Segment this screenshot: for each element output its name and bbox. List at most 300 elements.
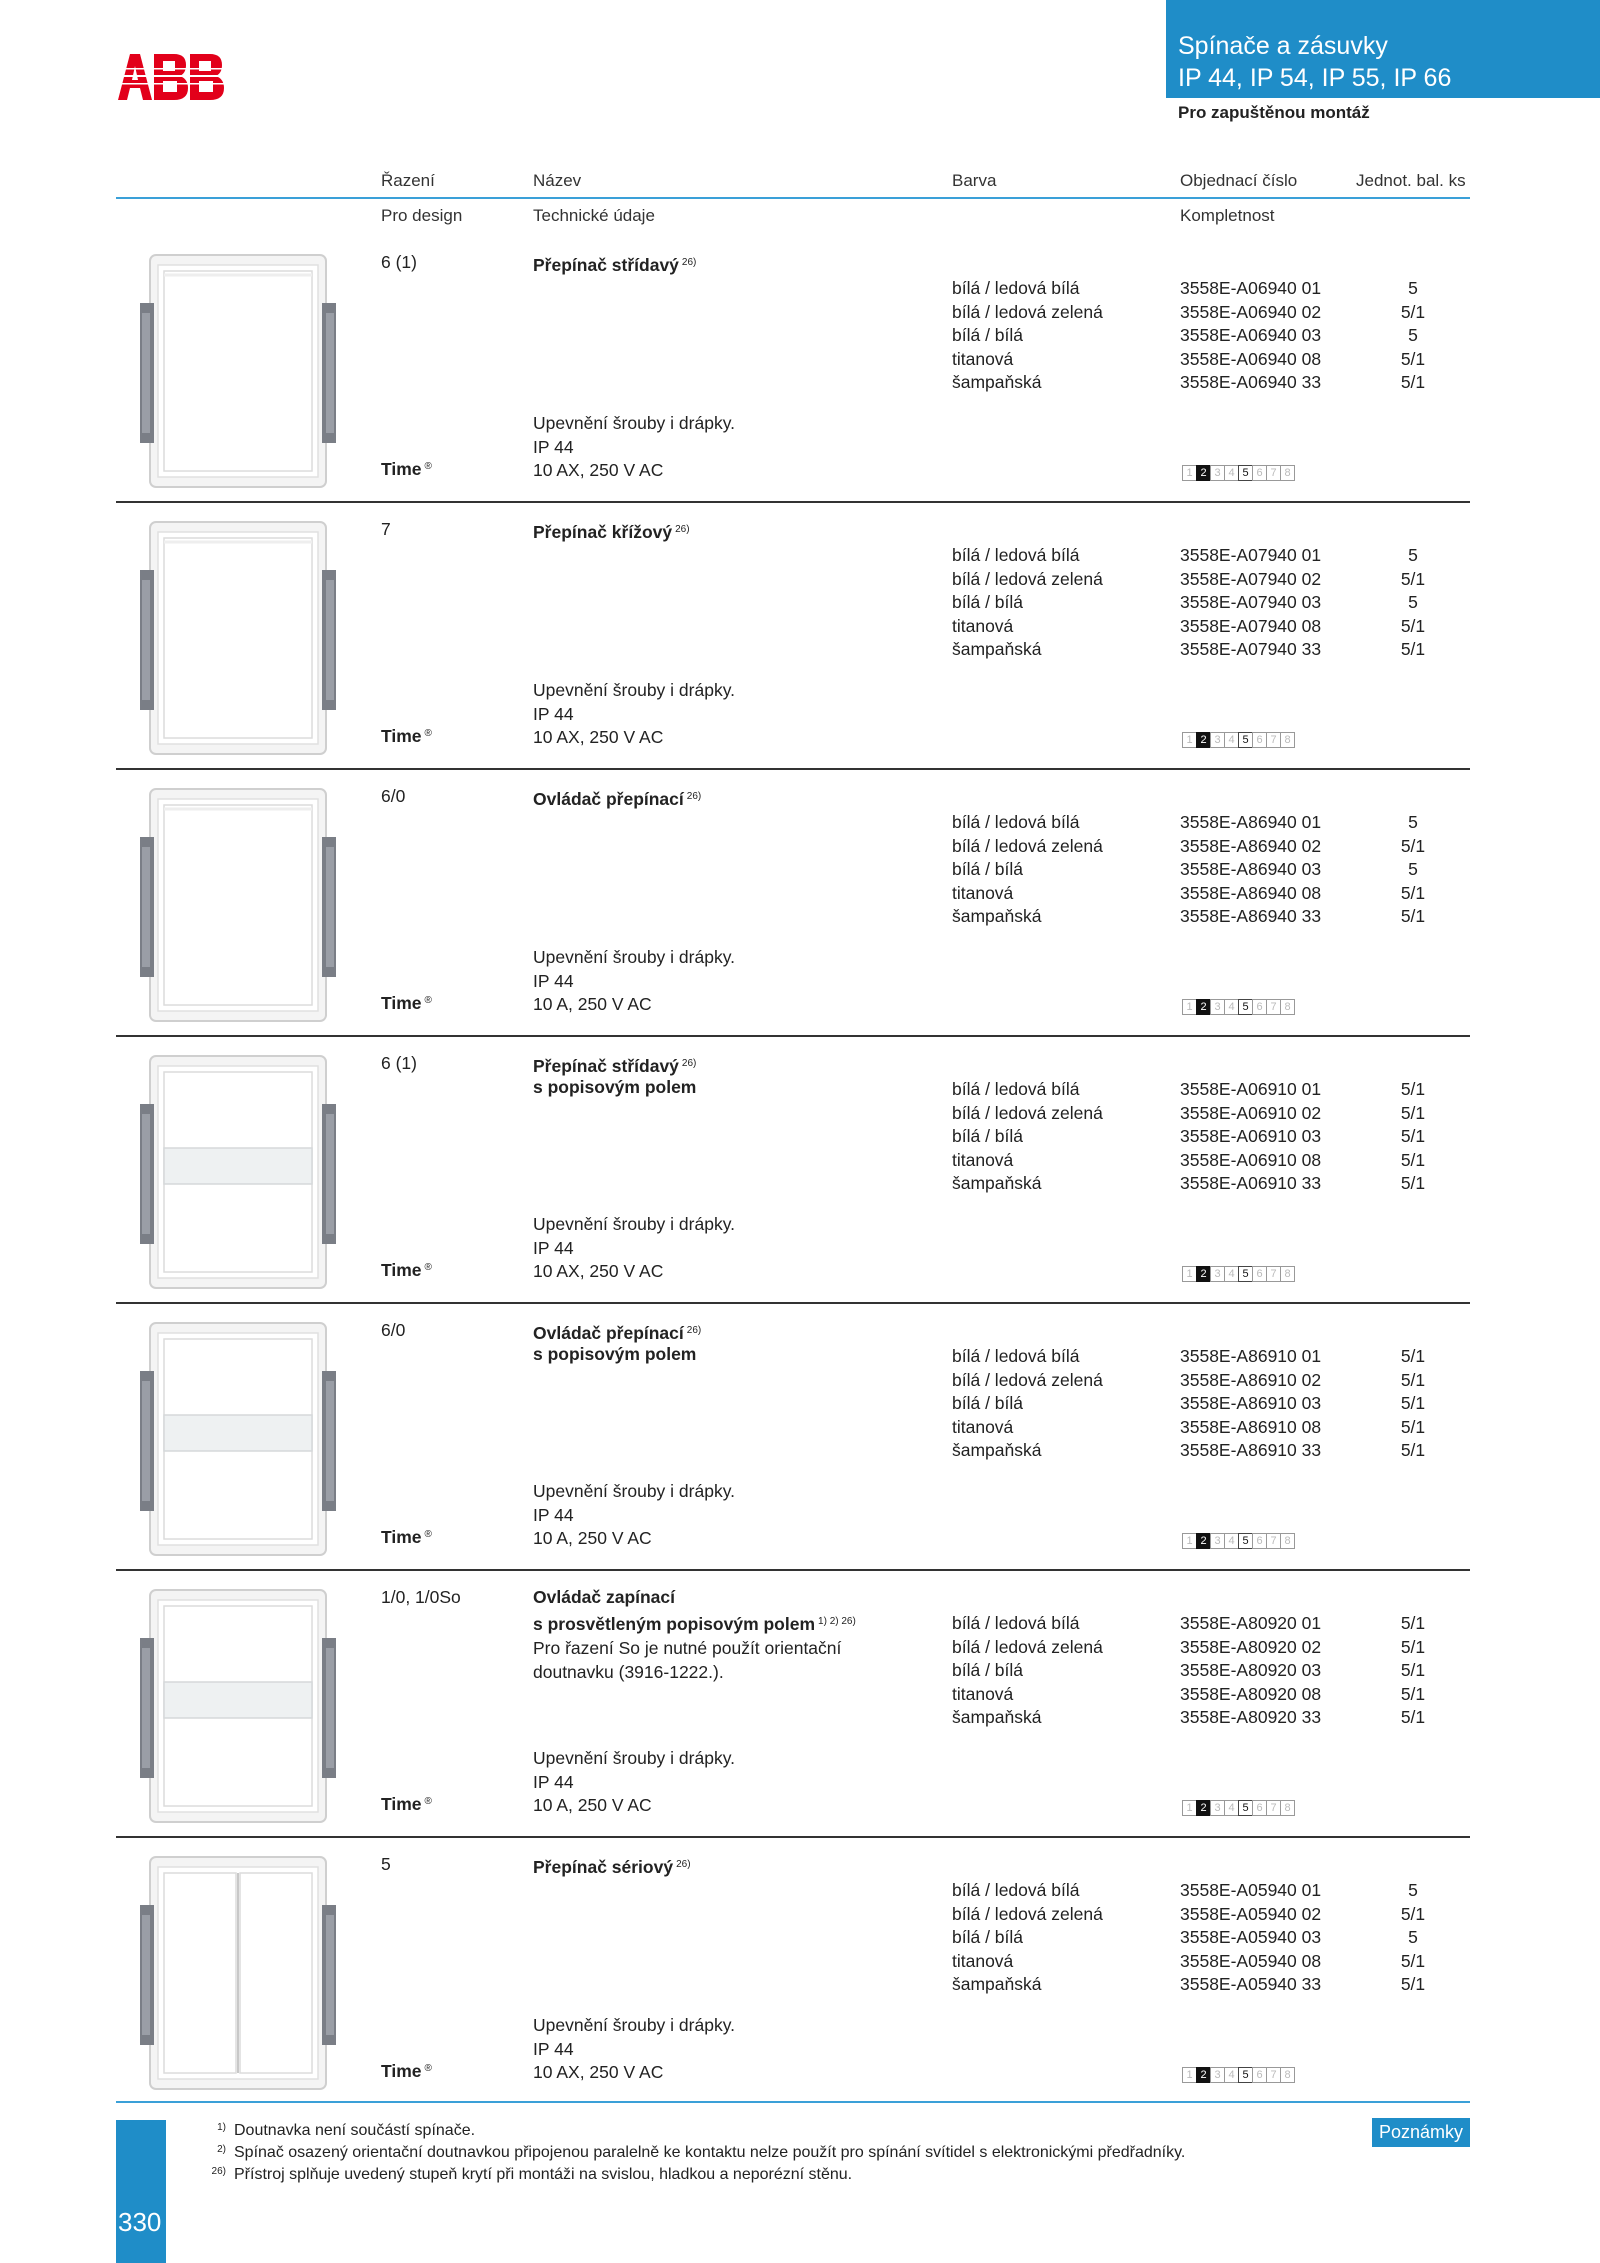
- section-divider: [116, 1836, 1470, 1838]
- variant-order-number: 3558E-A06910 33: [1180, 1173, 1322, 1193]
- footnote-ref: 26): [675, 524, 690, 535]
- completeness-box: 1: [1182, 1800, 1197, 1816]
- footnote-mark: 26): [211, 2166, 226, 2177]
- variant-row: [952, 348, 1502, 372]
- completeness-box: 8: [1280, 1266, 1295, 1282]
- variant-color: titanová: [952, 882, 1014, 903]
- variant-order-number: 3558E-A06940 02: [1180, 301, 1322, 322]
- razeni: 5: [381, 1854, 391, 1874]
- variant-row: [952, 811, 1502, 835]
- completeness-box: 6: [1252, 465, 1267, 481]
- completeness-box: 3: [1210, 465, 1225, 481]
- variant-row: [952, 1903, 1502, 1927]
- variant-row: [952, 1345, 1502, 1369]
- tech-data: [533, 412, 735, 483]
- col-objednaci: Objednací číslo: [1180, 171, 1298, 190]
- variant-order-number: 3558E-A86910 01: [1180, 1346, 1322, 1366]
- tech-rating: 10 A, 250 V AC: [533, 1795, 652, 1815]
- completeness-box: 6: [1252, 1266, 1267, 1282]
- variant-row: [952, 858, 1502, 882]
- completeness-box: 8: [1280, 1533, 1295, 1549]
- completeness-box: 6: [1252, 1533, 1267, 1549]
- product-section: [0, 1038, 1600, 1305]
- design-name: Time: [381, 2061, 422, 2081]
- registered-mark: ®: [424, 1796, 432, 1807]
- variant-color: bílá / bílá: [952, 592, 1024, 612]
- variant-row: [952, 1416, 1502, 1440]
- registered-mark: ®: [424, 995, 432, 1006]
- variant-row: [952, 1659, 1502, 1683]
- design-label: [381, 993, 432, 1014]
- variant-order-number: 3558E-A80920 33: [1180, 1707, 1322, 1727]
- footnote-2: [208, 2140, 1185, 2163]
- product-name: [533, 518, 690, 545]
- product-section: [0, 1839, 1600, 2106]
- registered-mark: ®: [424, 728, 432, 739]
- variant-order-number: 3558E-A07940 01: [1180, 545, 1322, 565]
- variant-row: [952, 835, 1502, 859]
- tech-mounting: Upevnění šrouby i drápky.: [533, 1748, 736, 1768]
- product-name-line1: Ovládač přepínací: [533, 789, 684, 809]
- completeness-box: 4: [1224, 1533, 1239, 1549]
- variant-order-number: 3558E-A07940 02: [1180, 568, 1322, 589]
- completeness-box: 6: [1252, 732, 1267, 748]
- completeness-box: 2: [1196, 1266, 1211, 1282]
- variant-row: [952, 1926, 1502, 1950]
- footnote-ref: 26): [676, 1859, 691, 1870]
- completeness-box: 2: [1196, 1800, 1211, 1816]
- completeness-box: 3: [1210, 1533, 1225, 1549]
- variant-pack: 5/1: [1400, 1149, 1426, 1170]
- completeness-box: 8: [1280, 2067, 1295, 2083]
- variant-row: [952, 1973, 1502, 1997]
- footnote-text: Doutnavka není součástí spínače.: [234, 2122, 476, 2139]
- variant-color: bílá / ledová zelená: [952, 1102, 1103, 1123]
- completeness-box: 1: [1182, 999, 1197, 1015]
- variant-pack: 5/1: [1400, 1369, 1426, 1390]
- registered-mark: ®: [424, 1262, 432, 1273]
- design-label: [381, 459, 432, 480]
- design-label: [381, 1527, 432, 1548]
- completeness-box: 5: [1238, 2067, 1253, 2083]
- completeness-box: 7: [1266, 465, 1281, 481]
- variant-row: [952, 1683, 1502, 1707]
- variant-order-number: 3558E-A80920 01: [1180, 1613, 1322, 1633]
- razeni: 1/0, 1/0So: [381, 1587, 461, 1607]
- completeness-box: 7: [1266, 1533, 1281, 1549]
- product-name-line2: [533, 1076, 696, 1100]
- variant-pack: 5/1: [1400, 1393, 1426, 1413]
- razeni: 6 (1): [381, 252, 417, 272]
- variant-pack: 5/1: [1400, 301, 1426, 322]
- variant-row: [952, 1149, 1502, 1173]
- tech-mounting: Upevnění šrouby i drápky.: [533, 680, 736, 700]
- header-title-box: [1166, 0, 1600, 98]
- variant-row: [952, 1706, 1502, 1730]
- footnote-text: Přístroj splňuje uvedený stupeň krytí při montáži na svislou, hladkou a neporézní stěnu.: [234, 2166, 853, 2183]
- variant-pack: 5: [1408, 1880, 1418, 1900]
- tech-data: [533, 1480, 735, 1551]
- variant-color: titanová: [952, 1683, 1014, 1704]
- tech-mounting: Upevnění šrouby i drápky.: [533, 1214, 736, 1234]
- completeness-indicator: [1182, 732, 1294, 748]
- variant-row: [952, 544, 1502, 568]
- product-name-line1: Přepínač sériový: [533, 1857, 674, 1877]
- tech-data: [533, 2014, 735, 2085]
- variant-list: [952, 811, 1502, 929]
- col-kompletnost: Kompletnost: [1180, 206, 1275, 225]
- tech-data: [533, 679, 735, 750]
- product-note-line1: Pro řazení So je nutné použít orientační: [533, 1638, 842, 1658]
- tech-data: [533, 1213, 735, 1284]
- header-subtitle: Pro zapuštěnou montáž: [1178, 103, 1370, 122]
- design-name: Time: [381, 1794, 422, 1814]
- variant-order-number: 3558E-A86910 08: [1180, 1416, 1322, 1437]
- page-number-bar: [116, 2120, 166, 2263]
- completeness-indicator: [1182, 999, 1294, 1015]
- completeness-box: 5: [1238, 732, 1253, 748]
- section-divider: [116, 1035, 1470, 1037]
- completeness-box: 7: [1266, 1266, 1281, 1282]
- switch-image: [140, 1582, 336, 1828]
- variant-color: šampaňská: [952, 1440, 1042, 1460]
- variant-row: [952, 324, 1502, 348]
- variant-order-number: 3558E-A86940 03: [1180, 859, 1322, 879]
- variant-row: [952, 1439, 1502, 1463]
- variant-pack: 5: [1408, 545, 1418, 565]
- variant-color: bílá / ledová bílá: [952, 545, 1080, 565]
- completeness-box: 1: [1182, 1266, 1197, 1282]
- product-name: [533, 1052, 696, 1079]
- variant-order-number: 3558E-A05940 03: [1180, 1927, 1322, 1947]
- variant-row: [952, 638, 1502, 662]
- variant-color: bílá / ledová bílá: [952, 812, 1080, 832]
- product-name-line1: Přepínač střídavý: [533, 255, 679, 275]
- variant-pack: 5/1: [1400, 1346, 1426, 1366]
- variant-color: titanová: [952, 1416, 1014, 1437]
- switch-image: [140, 514, 336, 760]
- variant-row: [952, 277, 1502, 301]
- col-pro-design: Pro design: [381, 206, 463, 225]
- completeness-box: 6: [1252, 1800, 1267, 1816]
- completeness-box: 1: [1182, 2067, 1197, 2083]
- registered-mark: ®: [424, 2063, 432, 2074]
- tech-rating: 10 AX, 250 V AC: [533, 2062, 664, 2082]
- variant-row: [952, 1612, 1502, 1636]
- variant-row: [952, 568, 1502, 592]
- variant-list: [952, 277, 1502, 395]
- section-divider: [116, 768, 1470, 770]
- product-name-line2: [533, 1343, 696, 1367]
- variant-order-number: 3558E-A06940 01: [1180, 278, 1322, 298]
- variant-color: bílá / ledová zelená: [952, 568, 1103, 589]
- variant-color: bílá / ledová bílá: [952, 1346, 1080, 1366]
- tech-ip: IP 44: [533, 2038, 574, 2059]
- variant-color: bílá / bílá: [952, 1393, 1024, 1413]
- variant-color: šampaňská: [952, 906, 1042, 926]
- completeness-box: 7: [1266, 1800, 1281, 1816]
- product-name-line2-text: s popisovým polem: [533, 1344, 697, 1364]
- product-section: [0, 1305, 1600, 1572]
- variant-pack: 5/1: [1400, 1683, 1426, 1704]
- completeness-box: 6: [1252, 2067, 1267, 2083]
- variant-pack: 5/1: [1400, 568, 1426, 589]
- variant-row: [952, 882, 1502, 906]
- product-name: [533, 251, 696, 278]
- product-name-line2: [533, 1610, 856, 1637]
- completeness-box: 4: [1224, 1266, 1239, 1282]
- variant-order-number: 3558E-A80920 08: [1180, 1683, 1322, 1704]
- variant-color: bílá / bílá: [952, 1660, 1024, 1680]
- completeness-box: 8: [1280, 1800, 1295, 1816]
- design-label: [381, 1260, 432, 1281]
- section-divider: [116, 501, 1470, 503]
- variant-order-number: 3558E-A06940 08: [1180, 348, 1322, 369]
- completeness-box: 1: [1182, 1533, 1197, 1549]
- product-name: [533, 1853, 691, 1880]
- completeness-box: 5: [1238, 465, 1253, 481]
- variant-pack: 5/1: [1400, 615, 1426, 636]
- footnote-ref: 26): [686, 1325, 702, 1336]
- variant-row: [952, 371, 1502, 395]
- variant-order-number: 3558E-A07940 03: [1180, 592, 1322, 612]
- variant-pack: 5/1: [1400, 1636, 1426, 1657]
- variant-order-number: 3558E-A80920 03: [1180, 1660, 1322, 1680]
- product-name-line1: Ovládač zapínací: [533, 1587, 676, 1607]
- registered-mark: ®: [424, 1529, 432, 1540]
- section-divider: [116, 1569, 1470, 1571]
- completeness-box: 1: [1182, 732, 1197, 748]
- completeness-box: 8: [1280, 999, 1295, 1015]
- variant-order-number: 3558E-A86940 01: [1180, 812, 1322, 832]
- completeness-box: 3: [1210, 732, 1225, 748]
- tech-ip: IP 44: [533, 970, 574, 991]
- variant-order-number: 3558E-A86940 02: [1180, 835, 1322, 856]
- variant-row: [952, 591, 1502, 615]
- variant-order-number: 3558E-A86940 33: [1180, 906, 1322, 926]
- razeni: 6 (1): [381, 1053, 417, 1073]
- switch-image: [140, 1048, 336, 1294]
- variant-color: bílá / bílá: [952, 1126, 1024, 1146]
- variant-pack: 5/1: [1400, 1440, 1426, 1460]
- completeness-box: 2: [1196, 2067, 1211, 2083]
- switch-image: [140, 1315, 336, 1561]
- variant-color: šampaňská: [952, 639, 1042, 659]
- tech-rating: 10 A, 250 V AC: [533, 994, 652, 1014]
- footnote-ref: 26): [681, 257, 697, 268]
- variant-pack: 5/1: [1400, 1613, 1426, 1633]
- completeness-box: 1: [1182, 465, 1197, 481]
- tech-mounting: Upevnění šrouby i drápky.: [533, 1481, 736, 1501]
- tech-rating: 10 AX, 250 V AC: [533, 1261, 664, 1281]
- variant-pack: 5/1: [1400, 1974, 1426, 1994]
- col-barva: Barva: [952, 171, 997, 190]
- product-section: [0, 504, 1600, 771]
- completeness-box: 6: [1252, 999, 1267, 1015]
- variant-pack: 5/1: [1400, 372, 1426, 392]
- design-label: [381, 726, 432, 747]
- header-title-line2: IP 44, IP 54, IP 55, IP 66: [1178, 64, 1452, 92]
- col-razeni: Řazení: [381, 171, 435, 190]
- variant-pack: 5/1: [1400, 882, 1426, 903]
- registered-mark: ®: [424, 461, 432, 472]
- razeni: 7: [381, 519, 391, 539]
- variant-color: bílá / bílá: [952, 325, 1024, 345]
- variant-order-number: 3558E-A06910 01: [1180, 1079, 1322, 1099]
- completeness-box: 7: [1266, 2067, 1281, 2083]
- variant-order-number: 3558E-A05940 02: [1180, 1903, 1322, 1924]
- tech-ip: IP 44: [533, 1237, 574, 1258]
- variant-pack: 5/1: [1400, 835, 1426, 856]
- variant-pack: 5: [1408, 278, 1418, 298]
- variant-row: [952, 1172, 1502, 1196]
- tech-rating: 10 A, 250 V AC: [533, 1528, 652, 1548]
- variant-order-number: 3558E-A06910 08: [1180, 1149, 1322, 1170]
- variant-row: [952, 615, 1502, 639]
- razeni: 6/0: [381, 786, 406, 806]
- completeness-box: 3: [1210, 1800, 1225, 1816]
- completeness-box: 5: [1238, 999, 1253, 1015]
- footnote-mark: 1): [217, 2122, 226, 2133]
- product-name: [533, 1319, 701, 1346]
- product-name: [533, 785, 701, 812]
- product-name: [533, 1586, 675, 1610]
- completeness-box: 7: [1266, 999, 1281, 1015]
- variant-color: titanová: [952, 348, 1014, 369]
- variant-pack: 5: [1408, 325, 1418, 345]
- footnote-text: Spínač osazený orientační doutnavkou připojenou paralelně ke kontaktu nelze použít pro spínání svítidel s elektronickými předřadníky.: [234, 2144, 1186, 2161]
- completeness-indicator: [1182, 1533, 1294, 1549]
- tech-data: [533, 946, 735, 1017]
- variant-pack: 5/1: [1400, 1416, 1426, 1437]
- completeness-box: 3: [1210, 2067, 1225, 2083]
- design-name: Time: [381, 1527, 422, 1547]
- footnote-1: [208, 2118, 475, 2141]
- variant-color: bílá / bílá: [952, 859, 1024, 879]
- variant-order-number: 3558E-A06910 02: [1180, 1102, 1322, 1123]
- completeness-box: 2: [1196, 465, 1211, 481]
- col-jednot: Jednot. bal. ks: [1356, 171, 1466, 190]
- variant-pack: 5/1: [1400, 1079, 1426, 1099]
- section-divider: [116, 1302, 1470, 1304]
- variant-list: [952, 1612, 1502, 1730]
- variant-order-number: 3558E-A86940 08: [1180, 882, 1322, 903]
- variant-color: bílá / ledová bílá: [952, 1079, 1080, 1099]
- variant-color: bílá / ledová zelená: [952, 1369, 1103, 1390]
- completeness-box: 4: [1224, 999, 1239, 1015]
- variant-row: [952, 1636, 1502, 1660]
- completeness-indicator: [1182, 1266, 1294, 1282]
- product-name-line1: Ovládač přepínací: [533, 1323, 684, 1343]
- variant-color: titanová: [952, 615, 1014, 636]
- col-nazev: Název: [533, 171, 582, 190]
- tech-mounting: Upevnění šrouby i drápky.: [533, 413, 736, 433]
- variant-row: [952, 1392, 1502, 1416]
- product-section: [0, 1572, 1600, 1839]
- variant-pack: 5/1: [1400, 1903, 1426, 1924]
- variant-list: [952, 1879, 1502, 1997]
- razeni: 6/0: [381, 1320, 406, 1340]
- variant-list: [952, 1345, 1502, 1463]
- variant-color: bílá / ledová zelená: [952, 1636, 1103, 1657]
- variant-row: [952, 301, 1502, 325]
- design-label: [381, 2061, 432, 2082]
- switch-image: [140, 247, 336, 493]
- header-rule: [116, 197, 1470, 199]
- variant-order-number: 3558E-A86910 03: [1180, 1393, 1322, 1413]
- variant-order-number: 3558E-A07940 33: [1180, 639, 1322, 659]
- variant-pack: 5/1: [1400, 1950, 1426, 1971]
- completeness-box: 2: [1196, 1533, 1211, 1549]
- variant-color: šampaňská: [952, 372, 1042, 392]
- tech-mounting: Upevnění šrouby i drápky.: [533, 947, 736, 967]
- page-number: 330: [118, 2207, 162, 2237]
- col-technicke: Technické údaje: [533, 206, 655, 225]
- completeness-indicator: [1182, 2067, 1294, 2083]
- variant-row: [952, 1078, 1502, 1102]
- variant-color: bílá / ledová bílá: [952, 278, 1080, 298]
- tech-rating: 10 AX, 250 V AC: [533, 727, 664, 747]
- switch-image: [140, 1849, 336, 2095]
- variant-row: [952, 1950, 1502, 1974]
- variant-order-number: 3558E-A86910 33: [1180, 1440, 1322, 1460]
- design-name: Time: [381, 459, 422, 479]
- header-title-line1: Spínače a zásuvky: [1178, 32, 1388, 60]
- variant-order-number: 3558E-A07940 08: [1180, 615, 1322, 636]
- product-name-line2-text: s popisovým polem: [533, 1077, 697, 1097]
- variant-color: bílá / ledová bílá: [952, 1613, 1080, 1633]
- abb-logo: [116, 52, 226, 102]
- notes-label: Poznámky: [1372, 2118, 1470, 2147]
- variant-order-number: 3558E-A05940 01: [1180, 1880, 1322, 1900]
- variant-list: [952, 544, 1502, 662]
- completeness-box: 3: [1210, 1266, 1225, 1282]
- variant-pack: 5: [1408, 812, 1418, 832]
- variant-row: [952, 1369, 1502, 1393]
- footnote-mark: 2): [217, 2144, 226, 2155]
- variant-color: šampaňská: [952, 1707, 1042, 1727]
- variant-color: titanová: [952, 1149, 1014, 1170]
- footnote-3: [208, 2162, 852, 2185]
- design-name: Time: [381, 1260, 422, 1280]
- completeness-box: 4: [1224, 732, 1239, 748]
- variant-pack: 5/1: [1400, 1126, 1426, 1146]
- variant-color: šampaňská: [952, 1173, 1042, 1193]
- variant-color: bílá / ledová zelená: [952, 1903, 1103, 1924]
- variant-order-number: 3558E-A86910 02: [1180, 1369, 1322, 1390]
- variant-list: [952, 1078, 1502, 1196]
- completeness-box: 3: [1210, 999, 1225, 1015]
- tech-mounting: Upevnění šrouby i drápky.: [533, 2015, 736, 2035]
- tech-ip: IP 44: [533, 1771, 574, 1792]
- tech-data: [533, 1747, 735, 1818]
- completeness-indicator: [1182, 465, 1294, 481]
- variant-color: šampaňská: [952, 1974, 1042, 1994]
- design-name: Time: [381, 993, 422, 1013]
- variant-row: [952, 905, 1502, 929]
- tech-ip: IP 44: [533, 1504, 574, 1525]
- variant-order-number: 3558E-A80920 02: [1180, 1636, 1322, 1657]
- completeness-box: 8: [1280, 465, 1295, 481]
- product-name-line1: Přepínač střídavý: [533, 1056, 679, 1076]
- completeness-indicator: [1182, 1800, 1294, 1816]
- completeness-box: 4: [1224, 1800, 1239, 1816]
- variant-row: [952, 1879, 1502, 1903]
- variant-pack: 5/1: [1400, 639, 1426, 659]
- footnote-ref: 1) 2) 26): [818, 1616, 856, 1627]
- footnote-ref: 26): [686, 791, 702, 802]
- design-name: Time: [381, 726, 422, 746]
